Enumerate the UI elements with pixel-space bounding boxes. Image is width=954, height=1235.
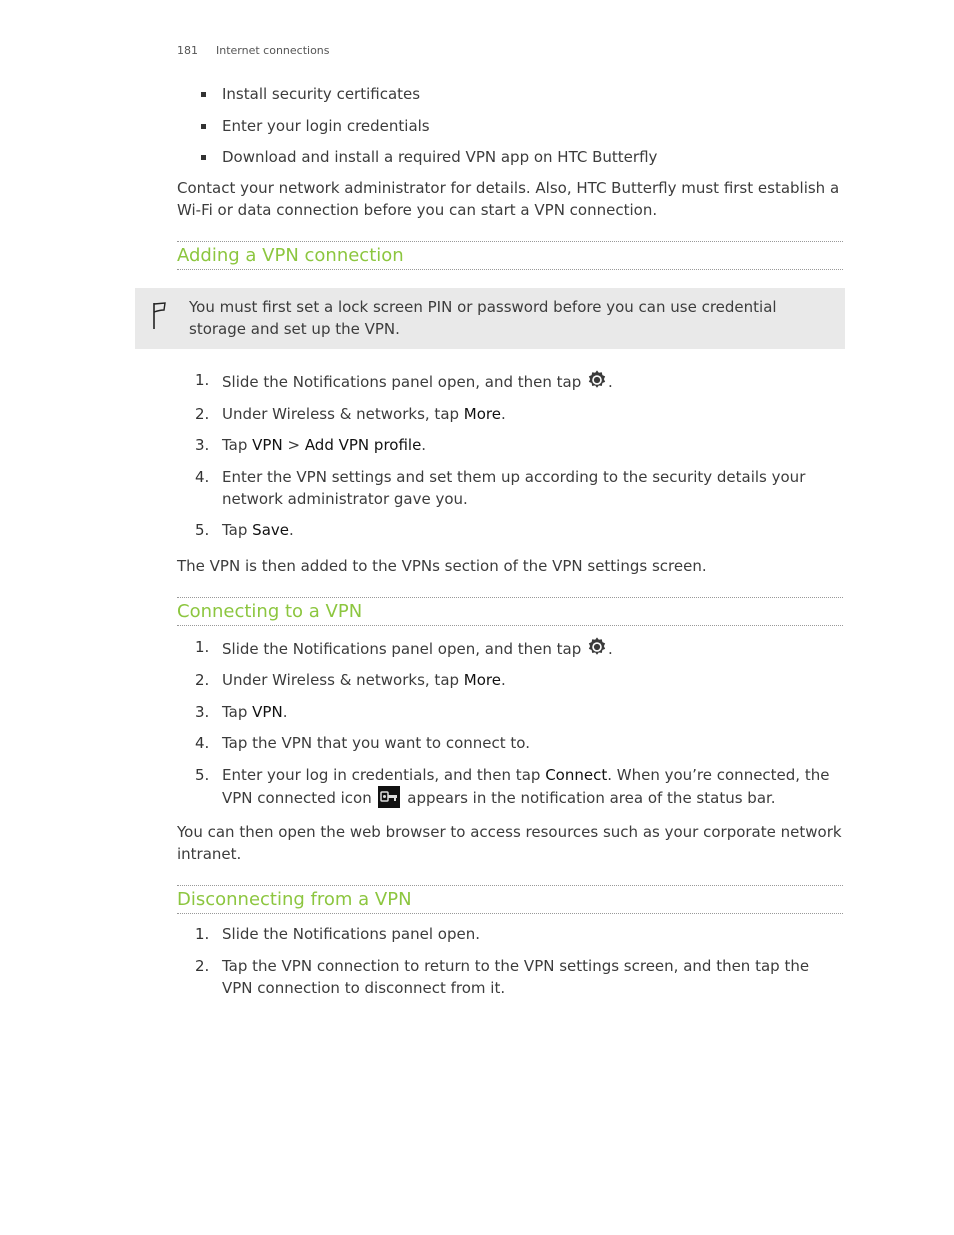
intro-paragraph: Contact your network administrator for details. Also, HTC Butterfly must first establish a Wi-Fi or data connection before you can start a VPN connection. xyxy=(177,179,840,219)
step-number: 2. xyxy=(195,956,210,975)
list-item: Install security certificates xyxy=(177,83,843,105)
step-number: 1. xyxy=(195,371,210,389)
step-number: 4. xyxy=(195,734,210,752)
list-item: 3. Tap VPN. xyxy=(195,702,288,721)
list-item: 5. Tap Save. xyxy=(195,521,294,539)
chapter-title: Internet connections xyxy=(216,44,330,57)
settings-gear-icon xyxy=(586,636,608,658)
step-number: 1. xyxy=(195,637,210,656)
intro-bullet-list xyxy=(177,83,843,168)
list-item: 1. Slide the Notifications panel open. xyxy=(195,925,480,943)
list-item: Download and install a required VPN app on HTC Butterfly xyxy=(177,146,843,168)
vpn-connected-icon xyxy=(378,786,400,808)
note-text: You must first set a lock screen PIN or password before you can use credential storage and set up the VPN. xyxy=(189,298,777,338)
step-number: 2. xyxy=(195,404,210,423)
page-number: 181 xyxy=(177,44,198,57)
step-number: 5. xyxy=(195,521,210,539)
list-item: 1. Slide the Notifications panel open, and then tap . xyxy=(195,371,613,391)
page-content xyxy=(177,80,843,999)
section-heading-disconnecting-vpn: Disconnecting from a VPN xyxy=(177,885,843,914)
disconnecting-steps xyxy=(177,923,843,999)
section-heading-connecting-vpn: Connecting to a VPN xyxy=(177,597,843,626)
list-item: 5. Enter your log in credentials, and then tap Connect. When you’re connected, the VPN connected icon appears in the notification area of the status bar. xyxy=(195,765,830,807)
step-number: 5. xyxy=(195,765,210,784)
step-number: 2. xyxy=(195,671,210,689)
step-number: 3. xyxy=(195,436,210,454)
settings-gear-icon xyxy=(586,369,608,391)
list-item: 2. Tap the VPN connection to return to the VPN settings screen, and then tap the VPN connection to disconnect from it. xyxy=(195,956,810,997)
list-item: 2. Under Wireless & networks, tap More. xyxy=(195,404,506,423)
adding-closing-paragraph: The VPN is then added to the VPNs section of the VPN settings screen. xyxy=(177,557,707,575)
page-header xyxy=(177,44,330,57)
adding-steps xyxy=(177,369,843,541)
note-box xyxy=(135,288,845,349)
list-item: 1. Slide the Notifications panel open, and then tap . xyxy=(195,637,613,658)
list-item: Enter your login credentials xyxy=(177,115,843,137)
step-number: 1. xyxy=(195,925,210,943)
step-number: 3. xyxy=(195,702,210,721)
section-heading-adding-vpn: Adding a VPN connection xyxy=(177,241,843,270)
list-item: 4. Tap the VPN that you want to connect to. xyxy=(195,734,530,752)
list-item: 3. Tap VPN > Add VPN profile. xyxy=(195,436,427,454)
connecting-closing-paragraph: You can then open the web browser to access resources such as your corporate network intranet. xyxy=(177,822,842,863)
flag-icon xyxy=(151,301,167,331)
connecting-steps xyxy=(177,636,843,809)
list-item: 2. Under Wireless & networks, tap More. xyxy=(195,671,506,689)
list-item: 4. Enter the VPN settings and set them up according to the security details your network administrator gave you. xyxy=(195,467,806,508)
step-number: 4. xyxy=(195,467,210,486)
